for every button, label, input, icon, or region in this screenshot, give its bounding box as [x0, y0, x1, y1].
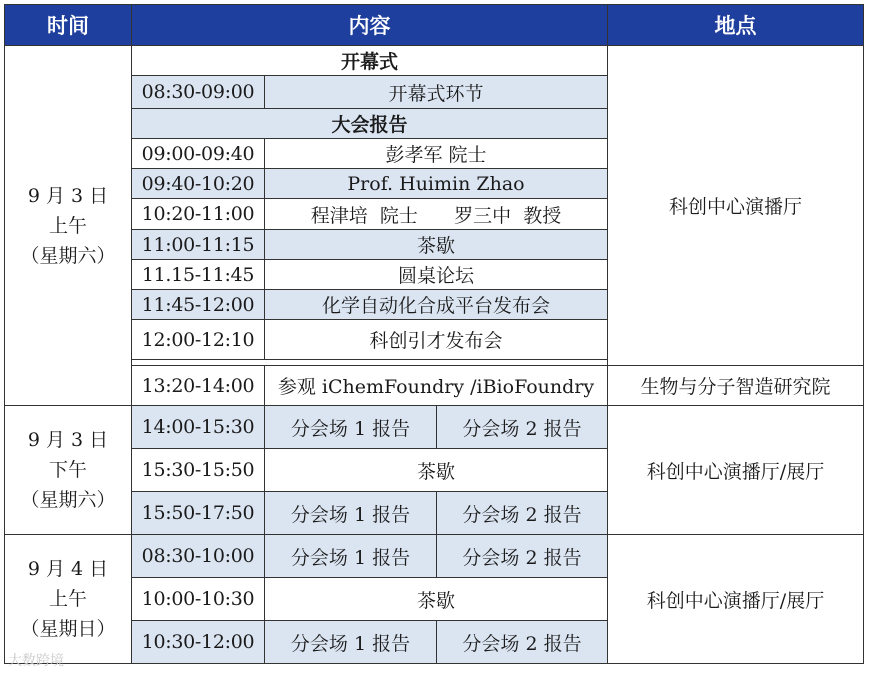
time-cell: 09:40-10:20	[132, 169, 265, 199]
time-cell: 15:50-17:50	[132, 492, 265, 535]
time-cell: 10:20-11:00	[132, 199, 265, 230]
time-cell: 13:20-14:00	[132, 366, 265, 406]
session-cell: 分会场 1 报告	[265, 492, 437, 535]
day-date: 9 月 3 日	[27, 429, 109, 451]
content-cell: 程津培 院士 罗三中 教授	[265, 199, 608, 230]
content-cell: 茶歇	[265, 449, 608, 492]
section-title-opening: 开幕式	[132, 46, 608, 76]
session-cell: 分会场 2 报告	[437, 406, 608, 449]
session-cell: 分会场 2 报告	[437, 621, 608, 664]
header-location: 地点	[608, 5, 864, 46]
session-cell: 分会场 1 报告	[265, 406, 437, 449]
content-cell: 开幕式环节	[265, 76, 608, 109]
location-cell: 生物与分子智造研究院	[608, 366, 864, 406]
day-date: 9 月 4 日	[27, 558, 109, 580]
day-cell	[5, 406, 132, 535]
day-cell	[5, 46, 132, 406]
content-cell: 彭孝军 院士	[265, 139, 608, 169]
schedule-table	[4, 4, 864, 664]
header-time: 时间	[5, 5, 132, 46]
header-content: 内容	[132, 5, 608, 46]
session-cell: 分会场 2 报告	[437, 492, 608, 535]
content-cell: 参观 iChemFoundry /iBioFoundry	[265, 366, 608, 406]
time-cell: 15:30-15:50	[132, 449, 265, 492]
day-cell	[5, 535, 132, 664]
time-cell: 11:45-12:00	[132, 290, 265, 320]
time-cell: 10:30-12:00	[132, 621, 265, 664]
day-weekday: （星期六）	[20, 244, 116, 267]
time-cell: 08:30-09:00	[132, 76, 265, 109]
content-cell: 圆桌论坛	[265, 260, 608, 290]
content-cell: 科创引才发布会	[265, 320, 608, 360]
day-weekday: （星期日）	[20, 618, 116, 640]
time-cell: 14:00-15:30	[132, 406, 265, 449]
day-weekday: （星期六）	[20, 489, 116, 511]
time-cell: 08:30-10:00	[132, 535, 265, 578]
location-cell: 科创中心演播厅/展厅	[608, 406, 864, 535]
time-cell: 11:00-11:15	[132, 230, 265, 260]
content-cell: Prof. Huimin Zhao	[265, 169, 608, 199]
location-cell: 科创中心演播厅/展厅	[608, 535, 864, 664]
watermark: 大数跨境	[8, 653, 64, 669]
content-cell: 茶歇	[265, 578, 608, 621]
content-cell: 茶歇	[265, 230, 608, 260]
time-cell: 10:00-10:30	[132, 578, 265, 621]
session-cell: 分会场 2 报告	[437, 535, 608, 578]
session-cell: 分会场 1 报告	[265, 535, 437, 578]
location-cell: 科创中心演播厅	[608, 46, 864, 366]
content-cell: 化学自动化合成平台发布会	[265, 290, 608, 320]
day-period: 上午	[48, 588, 87, 610]
session-cell: 分会场 1 报告	[265, 621, 437, 664]
day-date: 9 月 3 日	[27, 184, 109, 207]
time-cell: 12:00-12:10	[132, 320, 265, 360]
time-cell: 11.15-11:45	[132, 260, 265, 290]
time-cell: 09:00-09:40	[132, 139, 265, 169]
day-period: 下午	[48, 459, 87, 481]
day-period: 上午	[48, 214, 87, 237]
header-row	[5, 5, 864, 46]
section-title-plenary: 大会报告	[132, 109, 608, 139]
